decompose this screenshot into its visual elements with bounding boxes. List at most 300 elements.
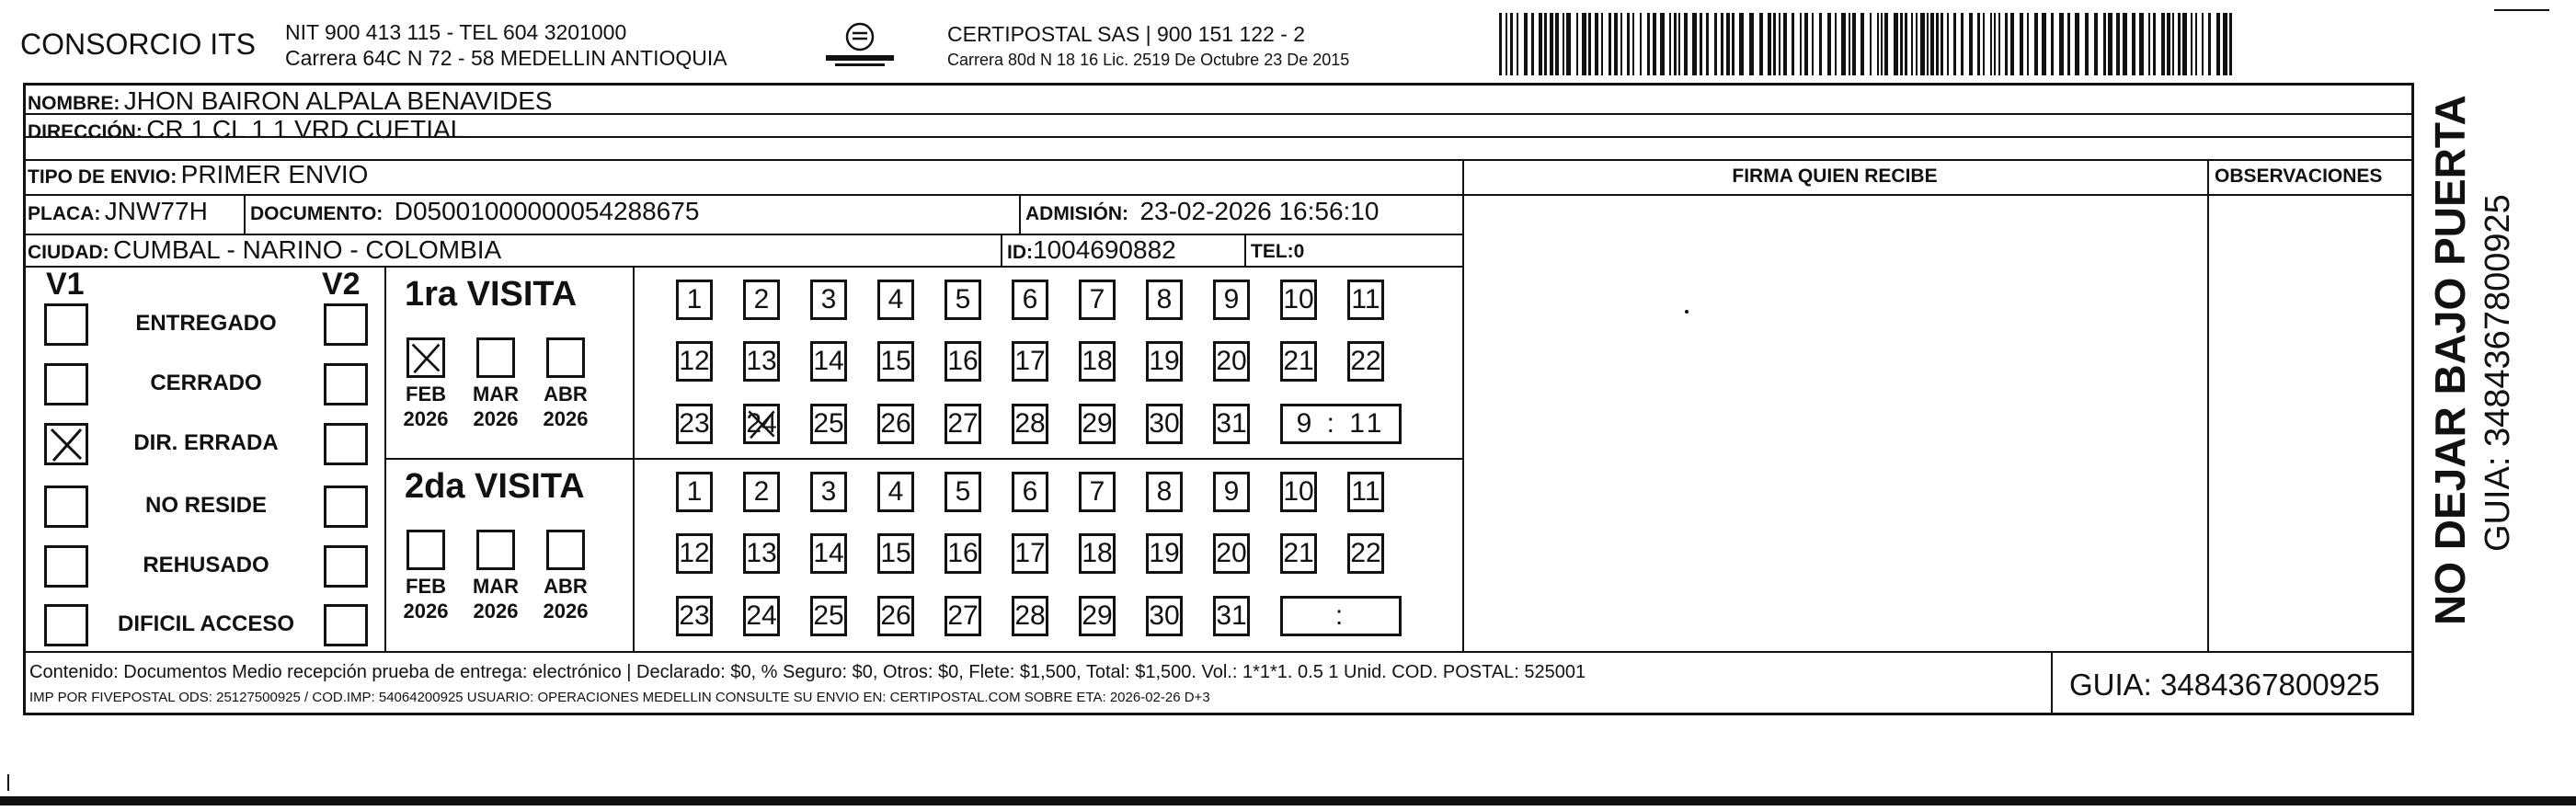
barcode-bar xyxy=(1749,13,1754,75)
day-box[interactable] xyxy=(945,472,981,512)
month-year: 2026 xyxy=(403,600,449,623)
day-box[interactable] xyxy=(810,404,847,444)
day-box[interactable] xyxy=(743,404,780,444)
nombre-label: NOMBRE: xyxy=(28,93,120,114)
barcode-bar xyxy=(1941,13,1943,75)
day-number: 20 xyxy=(1216,538,1247,568)
day-number: 20 xyxy=(1216,346,1247,376)
day-box[interactable] xyxy=(1079,596,1116,636)
day-box[interactable] xyxy=(1079,280,1116,320)
v1-checkbox[interactable] xyxy=(44,423,88,465)
day-number: 27 xyxy=(947,408,979,439)
day-box[interactable] xyxy=(743,341,780,382)
barcode-bar xyxy=(1632,13,1634,75)
barcode-bar xyxy=(1614,13,1618,75)
day-box[interactable] xyxy=(1146,404,1183,444)
observaciones-header: OBSERVACIONES xyxy=(2215,166,2383,187)
day-number: 14 xyxy=(813,346,844,376)
barcode-bar xyxy=(2153,13,2156,75)
barcode-bar xyxy=(1759,13,1763,75)
month-year: 2026 xyxy=(543,407,589,430)
day-number: 8 xyxy=(1156,476,1173,507)
direccion-label: DIRECCIÓN: xyxy=(28,121,143,143)
barcode-bar xyxy=(2051,13,2054,75)
barcode-bar xyxy=(1566,13,1571,75)
barcode-bar xyxy=(1609,13,1611,75)
time-value: : xyxy=(1334,600,1347,631)
day-box[interactable] xyxy=(877,341,914,382)
day-number: 2 xyxy=(753,284,770,314)
month-label xyxy=(533,574,598,623)
day-number: 8 xyxy=(1156,284,1173,314)
v2-checkbox[interactable] xyxy=(324,363,368,406)
day-number: 17 xyxy=(1014,538,1046,568)
barcode-bar xyxy=(1884,13,1888,75)
footer-imp: IMP POR FIVEPOSTAL ODS: 25127500925 / COD.IMP: 54064200925 USUARIO: OPERACIONES MEDELLIN CONSULTE SU ENVIO EN: CERTIPOSTAL.COM SOBRE ETA: 2026-02-26 D+3 xyxy=(29,690,1210,705)
barcode-bar xyxy=(1870,13,1872,75)
barcode-bar xyxy=(2005,13,2008,75)
day-box[interactable] xyxy=(945,280,981,320)
day-number: 22 xyxy=(1350,346,1381,376)
barcode-bar xyxy=(2167,13,2170,75)
day-number: 4 xyxy=(887,476,904,507)
barcode-bar xyxy=(1812,13,1814,75)
day-box[interactable] xyxy=(1213,472,1250,512)
day-number: 5 xyxy=(955,284,971,314)
time-value: 9 : 11 xyxy=(1296,408,1386,439)
day-box[interactable] xyxy=(743,472,780,512)
day-box[interactable] xyxy=(877,596,914,636)
day-box[interactable] xyxy=(1012,596,1048,636)
barcode-bar xyxy=(1674,13,1677,75)
day-number: 3 xyxy=(820,476,837,507)
barcode-bar xyxy=(1678,13,1680,75)
day-box[interactable] xyxy=(1146,280,1183,320)
barcode-bar xyxy=(1620,13,1622,75)
day-box[interactable] xyxy=(1012,472,1048,512)
day-box[interactable] xyxy=(1079,472,1116,512)
documento-cell xyxy=(250,197,699,226)
day-box[interactable] xyxy=(676,404,713,444)
day-box[interactable] xyxy=(743,533,780,574)
day-box[interactable] xyxy=(877,280,914,320)
signature-area[interactable] xyxy=(1464,196,2205,650)
day-box[interactable] xyxy=(1012,533,1048,574)
barcode-bar xyxy=(1936,13,1939,75)
placa-value: JNW77H xyxy=(104,197,208,225)
day-number: 10 xyxy=(1283,284,1314,314)
status-label: CERRADO xyxy=(150,371,262,395)
day-number: 13 xyxy=(746,538,777,568)
day-box[interactable] xyxy=(1280,341,1317,382)
barcode-bar xyxy=(1692,13,1697,75)
day-number: 9 xyxy=(1223,476,1240,507)
month-label xyxy=(464,382,528,431)
barcode-bar xyxy=(2010,13,2014,75)
day-box[interactable] xyxy=(945,533,981,574)
barcode-bar xyxy=(2178,13,2181,75)
barcode-bar xyxy=(1517,13,1518,75)
status-label: DIR. ERRADA xyxy=(133,430,279,455)
v2-checkbox[interactable] xyxy=(324,604,368,646)
month-name: MAR xyxy=(472,383,520,406)
direccion-row xyxy=(28,115,464,144)
day-box[interactable] xyxy=(676,341,713,382)
day-number: 19 xyxy=(1149,538,1180,568)
day-box[interactable] xyxy=(1146,533,1183,574)
day-number: 6 xyxy=(1022,476,1038,507)
day-box[interactable] xyxy=(945,341,981,382)
v2-checkbox[interactable] xyxy=(324,303,368,346)
barcode-bar xyxy=(1983,13,1985,75)
month-name: ABR xyxy=(544,575,588,598)
status-label: ENTREGADO xyxy=(135,311,277,336)
barcode-bar xyxy=(1653,13,1656,75)
id-value: 1004690882 xyxy=(1033,235,1176,264)
day-number: 1 xyxy=(686,476,703,507)
day-number: 31 xyxy=(1216,600,1247,631)
day-number: 22 xyxy=(1350,538,1381,568)
barcode-bar xyxy=(1640,13,1642,75)
day-box[interactable] xyxy=(877,472,914,512)
day-number: 18 xyxy=(1082,538,1113,568)
day-box[interactable] xyxy=(1213,404,1250,444)
barcode-bar xyxy=(1555,13,1559,75)
company-nit: NIT 900 413 115 - TEL 604 3201000 xyxy=(285,20,627,44)
day-number: 16 xyxy=(947,346,979,376)
courier-name: CERTIPOSTAL SAS | 900 151 122 - 2 xyxy=(947,22,1306,46)
barcode-bar xyxy=(1849,13,1850,75)
day-number: 29 xyxy=(1082,600,1113,631)
day-box[interactable] xyxy=(676,533,713,574)
day-box[interactable] xyxy=(1280,472,1317,512)
company-address: Carrera 64C N 72 - 58 MEDELLIN ANTIOQUIA xyxy=(285,46,727,70)
barcode-bar xyxy=(1706,13,1709,75)
day-box[interactable] xyxy=(945,404,981,444)
day-number: 24 xyxy=(746,600,777,631)
day-number: 13 xyxy=(746,346,777,376)
left-mark xyxy=(7,774,9,791)
barcode-bar xyxy=(2020,13,2023,75)
day-box[interactable] xyxy=(1079,404,1116,444)
v1-checkbox[interactable] xyxy=(44,604,88,646)
day-box[interactable] xyxy=(1146,341,1183,382)
barcode-bar xyxy=(2132,13,2135,75)
barcode-bar xyxy=(1927,13,1929,75)
barcode-bar xyxy=(1563,13,1564,75)
day-number: 7 xyxy=(1089,476,1105,507)
documento-label: DOCUMENTO: xyxy=(250,203,384,224)
day-box[interactable] xyxy=(1079,341,1116,382)
day-box[interactable] xyxy=(1213,280,1250,320)
barcode-bar xyxy=(1800,13,1802,75)
nombre-value: JHON BAIRON ALPALA BENAVIDES xyxy=(123,86,553,115)
day-number: 26 xyxy=(880,600,911,631)
barcode-bar xyxy=(1531,13,1534,75)
barcode-bar xyxy=(1930,13,1934,75)
day-number: 25 xyxy=(813,600,844,631)
day-box[interactable] xyxy=(1280,280,1317,320)
barcode-bar xyxy=(1660,13,1665,75)
day-number: 14 xyxy=(813,538,844,568)
day-number: 27 xyxy=(947,600,979,631)
barcode-bar xyxy=(1835,13,1837,75)
day-box[interactable] xyxy=(1213,596,1250,636)
day-number: 25 xyxy=(813,408,844,439)
month-checkbox[interactable] xyxy=(546,337,585,378)
day-box[interactable] xyxy=(810,280,847,320)
month-year: 2026 xyxy=(473,407,519,430)
v2-checkbox[interactable] xyxy=(324,485,368,528)
tel-value: 0 xyxy=(1293,241,1305,262)
barcode-bar xyxy=(1544,13,1547,75)
day-box[interactable] xyxy=(1012,280,1048,320)
id-label: ID: xyxy=(1007,242,1033,263)
day-number: 21 xyxy=(1283,346,1314,376)
barcode-bar xyxy=(2202,13,2204,75)
barcode-bar xyxy=(1916,13,1918,75)
v2-checkbox[interactable] xyxy=(324,423,368,465)
barcode-bar xyxy=(1768,13,1771,75)
ciudad-label: CIUDAD: xyxy=(28,242,109,263)
day-box[interactable] xyxy=(1213,533,1250,574)
barcode-bar xyxy=(1524,13,1528,75)
documento-value: D05001000000054288675 xyxy=(394,197,700,225)
month-checkbox[interactable] xyxy=(406,530,445,570)
day-box[interactable] xyxy=(743,596,780,636)
ciudad-value: CUMBAL - NARINO - COLOMBIA xyxy=(113,235,502,264)
status-label: NO RESIDE xyxy=(144,493,268,518)
day-box[interactable] xyxy=(877,533,914,574)
barcode-bar xyxy=(2103,13,2106,75)
day-box[interactable] xyxy=(1213,341,1250,382)
id-cell xyxy=(1007,235,1176,265)
barcode xyxy=(1499,13,2244,75)
barcode-bar xyxy=(1994,13,1996,75)
day-box[interactable] xyxy=(676,596,713,636)
month-checkbox[interactable] xyxy=(476,337,515,378)
month-name: FEB xyxy=(406,383,446,406)
barcode-bar xyxy=(1911,13,1913,75)
day-number: 11 xyxy=(1351,476,1380,507)
barcode-bar xyxy=(1969,13,1973,75)
v1-header: V1 xyxy=(46,267,85,302)
barcode-bar xyxy=(1860,13,1864,75)
day-box[interactable] xyxy=(743,280,780,320)
day-number: 21 xyxy=(1283,538,1314,568)
barcode-bar xyxy=(1576,13,1578,75)
time-box[interactable] xyxy=(1280,404,1402,444)
barcode-bar xyxy=(1841,13,1846,75)
admision-label: ADMISIÓN: xyxy=(1025,203,1128,224)
admision-value: 23-02-2026 16:56:10 xyxy=(1139,197,1380,225)
day-number: 12 xyxy=(679,538,710,568)
day-number: 23 xyxy=(679,408,710,439)
visit-title: 2da VISITA xyxy=(405,467,585,506)
day-number: 15 xyxy=(880,538,911,568)
barcode-bar xyxy=(2042,13,2046,75)
day-number: 12 xyxy=(679,346,710,376)
day-box[interactable] xyxy=(1146,596,1183,636)
day-box[interactable] xyxy=(1012,404,1048,444)
barcode-bar xyxy=(1739,13,1744,75)
barcode-bar xyxy=(2027,13,2029,75)
tel-label: TEL: xyxy=(1251,241,1294,262)
tel-cell xyxy=(1251,241,1304,263)
side-guia: GUIA: 3484367800925 xyxy=(2479,194,2517,552)
status-label: REHUSADO xyxy=(143,553,269,577)
day-box[interactable] xyxy=(810,533,847,574)
day-number: 29 xyxy=(1082,408,1113,439)
tipo-envio-value: PRIMER ENVIO xyxy=(180,160,369,188)
month-checkbox[interactable] xyxy=(546,530,585,570)
time-box[interactable] xyxy=(1280,596,1402,636)
day-box[interactable] xyxy=(1347,533,1384,574)
month-year: 2026 xyxy=(543,600,589,623)
barcode-bar xyxy=(1732,13,1735,75)
bottom-bar xyxy=(0,796,2576,805)
barcode-bar xyxy=(1977,13,1980,75)
day-box[interactable] xyxy=(1146,472,1183,512)
barcode-bar xyxy=(2182,13,2187,75)
day-box[interactable] xyxy=(1012,341,1048,382)
barcode-bar xyxy=(2139,13,2144,75)
barcode-bar xyxy=(1792,13,1794,75)
day-number: 23 xyxy=(679,600,710,631)
day-box[interactable] xyxy=(810,341,847,382)
day-number: 31 xyxy=(1216,408,1247,439)
ciudad-cell xyxy=(28,235,501,265)
barcode-bar xyxy=(2034,13,2038,75)
day-box[interactable] xyxy=(945,596,981,636)
barcode-bar xyxy=(1827,13,1831,75)
certipostal-logo xyxy=(809,20,910,68)
day-number: 30 xyxy=(1149,408,1180,439)
barcode-bar xyxy=(2116,13,2120,75)
day-number: 4 xyxy=(887,284,904,314)
barcode-bar xyxy=(1550,13,1553,75)
barcode-bar xyxy=(1684,13,1688,75)
barcode-bar xyxy=(1852,13,1856,75)
day-number: 3 xyxy=(820,284,837,314)
day-box[interactable] xyxy=(1347,472,1384,512)
v1-checkbox[interactable] xyxy=(44,485,88,528)
day-box[interactable] xyxy=(1347,280,1384,320)
barcode-bar xyxy=(1900,13,1903,75)
day-number: 15 xyxy=(880,346,911,376)
observaciones-area[interactable] xyxy=(2209,196,2413,650)
barcode-bar xyxy=(1588,13,1591,75)
barcode-bar xyxy=(1905,13,1907,75)
barcode-bar xyxy=(2075,13,2079,75)
edge-mark xyxy=(2494,9,2549,11)
nombre-row xyxy=(28,86,553,116)
barcode-bar xyxy=(1700,13,1702,75)
barcode-bar xyxy=(2208,13,2211,75)
barcode-bar xyxy=(2108,13,2112,75)
day-number: 28 xyxy=(1014,600,1046,631)
day-number: 11 xyxy=(1351,284,1380,314)
v2-checkbox[interactable] xyxy=(324,545,368,588)
month-year: 2026 xyxy=(473,600,519,623)
barcode-bar xyxy=(2195,13,2197,75)
barcode-bar xyxy=(2067,13,2070,75)
barcode-bar xyxy=(2094,13,2098,75)
barcode-bar xyxy=(1804,13,1808,75)
barcode-bar xyxy=(1773,13,1776,75)
admision-cell xyxy=(1025,197,1379,226)
day-number: 19 xyxy=(1149,346,1180,376)
barcode-bar xyxy=(2123,13,2127,75)
v1-checkbox[interactable] xyxy=(44,545,88,588)
firma-header: FIRMA QUIEN RECIBE xyxy=(1732,166,1938,187)
month-label xyxy=(394,382,458,431)
barcode-bar xyxy=(2229,13,2232,75)
day-box[interactable] xyxy=(877,404,914,444)
day-box[interactable] xyxy=(1280,533,1317,574)
day-number: 6 xyxy=(1022,284,1038,314)
day-box[interactable] xyxy=(810,472,847,512)
barcode-bar xyxy=(2172,13,2174,75)
barcode-bar xyxy=(1726,13,1730,75)
barcode-bar xyxy=(1953,13,1956,75)
day-box[interactable] xyxy=(810,596,847,636)
barcode-bar xyxy=(1595,13,1598,75)
barcode-bar xyxy=(1506,13,1507,75)
month-checkbox[interactable] xyxy=(476,530,515,570)
day-number: 5 xyxy=(955,476,971,507)
no-dejar-bajo-puerta: NO DEJAR BAJO PUERTA xyxy=(2426,95,2474,625)
day-box[interactable] xyxy=(676,472,713,512)
day-box[interactable] xyxy=(1347,341,1384,382)
v2-header: V2 xyxy=(322,267,361,302)
tipo-envio-row xyxy=(28,160,368,189)
day-number: 1 xyxy=(686,284,703,314)
footer-guia: GUIA: 3484367800925 xyxy=(2069,668,2380,702)
month-checkbox[interactable] xyxy=(406,337,445,378)
day-number: 17 xyxy=(1014,346,1046,376)
barcode-bar xyxy=(1779,13,1780,75)
barcode-bar xyxy=(1721,13,1723,75)
v1-checkbox[interactable] xyxy=(44,363,88,406)
day-number: 2 xyxy=(753,476,770,507)
day-box[interactable] xyxy=(1079,533,1116,574)
barcode-bar xyxy=(2223,13,2227,75)
day-box[interactable] xyxy=(676,280,713,320)
courier-address: Carrera 80d N 18 16 Lic. 2519 De Octubre 23 De 2015 xyxy=(947,51,1350,69)
day-number: 16 xyxy=(947,538,979,568)
barcode-bar xyxy=(2161,13,2165,75)
day-number: 30 xyxy=(1149,600,1180,631)
footer-content: Contenido: Documentos Medio recepción prueba de entrega: electrónico | Declarado: $0, % Seguro: $0, Otros: $0, Flete: $1,500, Total: $1,500. Vol.: 1*1*1. 0.5 1 Unid. COD. POSTAL: 525001 xyxy=(29,662,1586,682)
barcode-bar xyxy=(1783,13,1787,75)
barcode-bar xyxy=(1499,13,1502,75)
company-name: CONSORCIO ITS xyxy=(20,28,257,61)
barcode-bar xyxy=(1920,13,1925,75)
tipo-envio-label: TIPO DE ENVIO: xyxy=(28,166,177,188)
status-label: DIFICIL ACCESO xyxy=(117,611,294,636)
month-name: FEB xyxy=(406,575,446,598)
barcode-bar xyxy=(1998,13,2000,75)
placa-cell xyxy=(28,197,208,226)
barcode-bar xyxy=(2191,13,2192,75)
v1-checkbox[interactable] xyxy=(44,303,88,346)
barcode-bar xyxy=(1881,13,1883,75)
visit-title: 1ra VISITA xyxy=(405,275,578,314)
barcode-bar xyxy=(1647,13,1650,75)
barcode-bar xyxy=(1627,13,1630,75)
month-label xyxy=(533,382,598,431)
